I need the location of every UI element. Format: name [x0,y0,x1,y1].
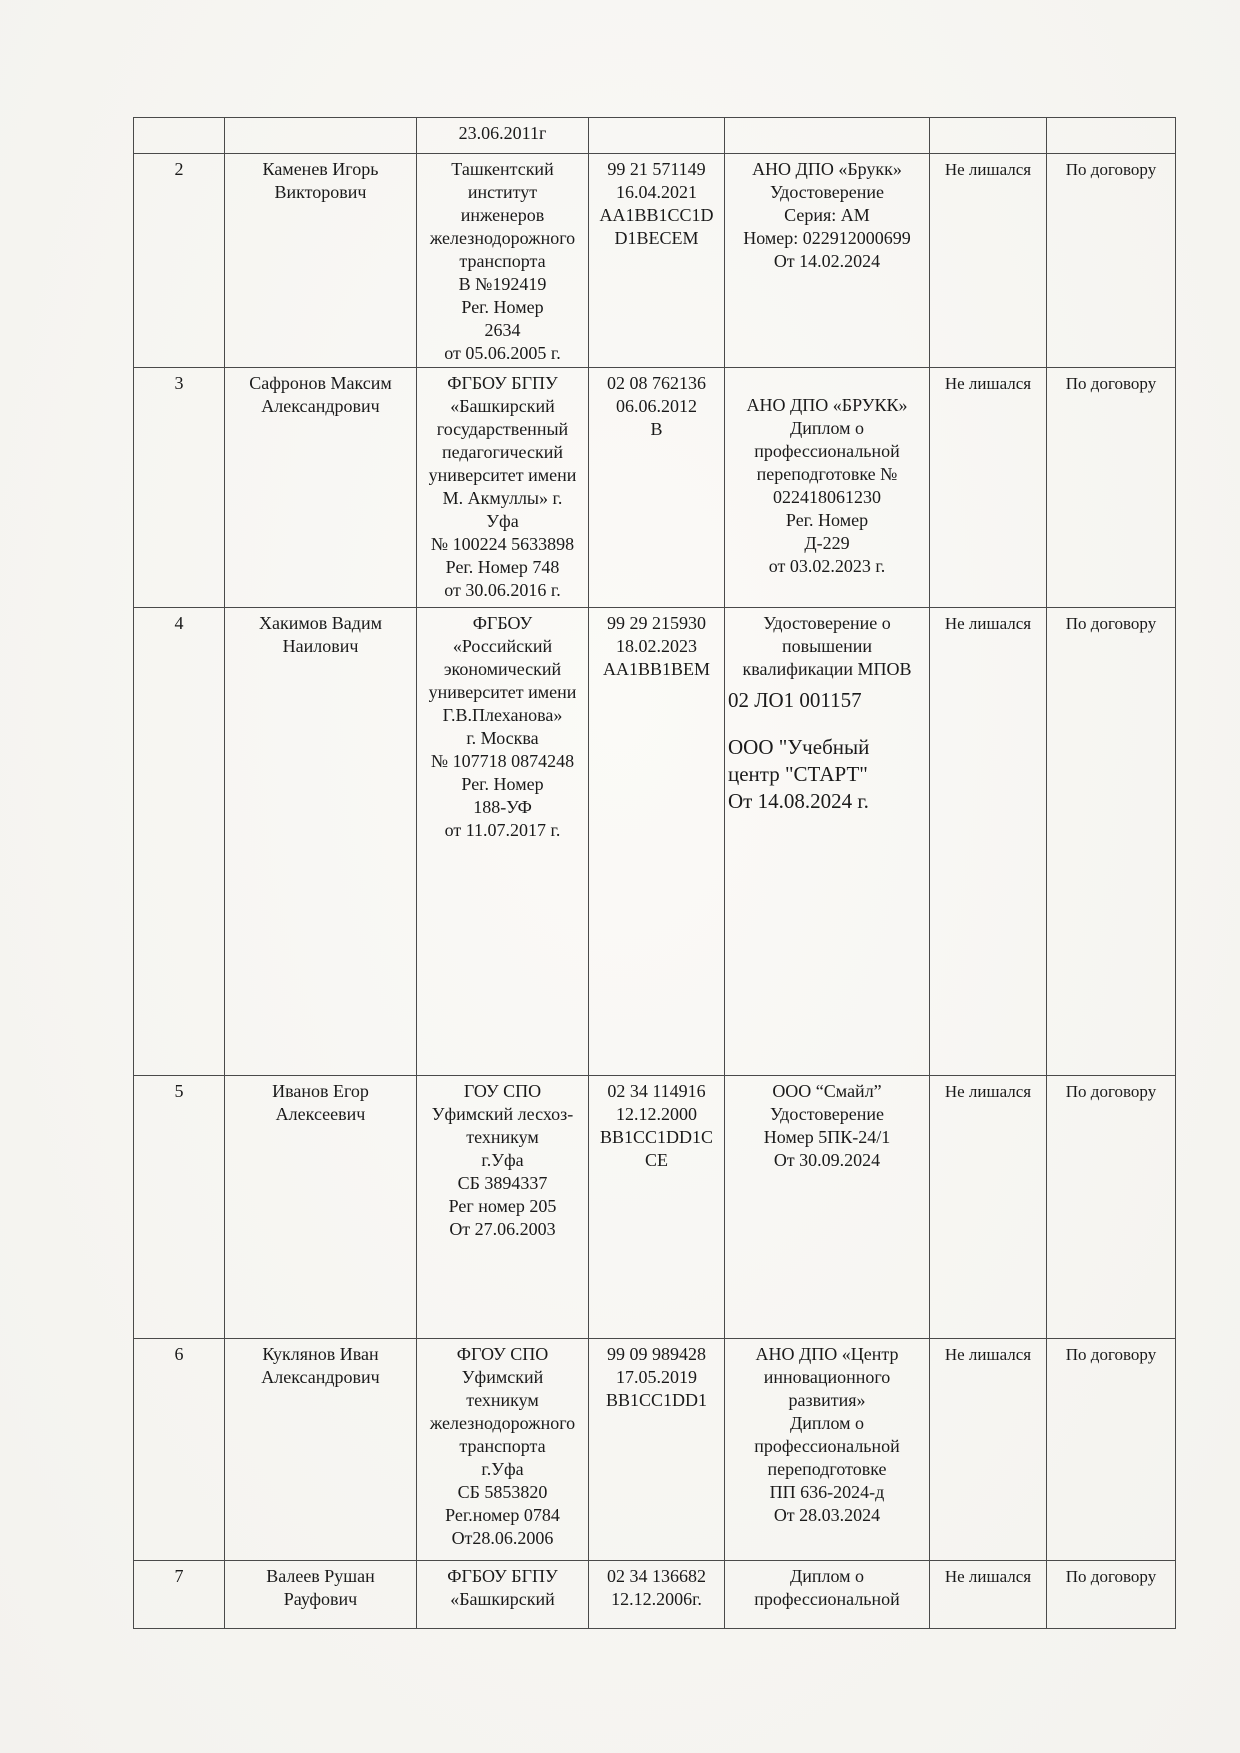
qualification-info: АНО ДПО «Центр инновационного развития» Диплом о профессиональной переподготовке ПП 636-2024-д От 28.03.2024 [725,1339,930,1561]
qualification-info: АНО ДПО «БРУКК» Диплом о профессиональной переподготовке № 022418061230 Рег. Номер Д-229 от 03.02.2023 г. [725,368,930,608]
deprivation-status: Не лишался [930,154,1047,368]
basis-cell [1047,118,1176,154]
passport-info: 99 21 571149 16.04.2021 AA1BB1CC1D D1BECEM [589,154,725,368]
qualification-cell [725,118,930,154]
qualification-info: Диплом о профессиональной [725,1561,930,1629]
employee-name: Хакимов Вадим Наилович [225,608,417,1076]
employment-basis: По договору [1047,368,1176,608]
employee-name: Иванов Егор Алексеевич [225,1076,417,1339]
training-center: ООО "Учебный центр "СТАРТ" От 14.08.2024 г. [728,735,870,813]
employee-name: Сафронов Максим Александрович [225,368,417,608]
deprivation-status: Не лишался [930,608,1047,1076]
number-cell [134,118,225,154]
education-info: ФГБОУ БГПУ «Башкирский государственный педагогический университет имени М. Акмуллы» г. Уфа № 100224 5633898 Рег. Номер 748 от 30.06.2016 г. [417,368,589,608]
employment-basis: По договору [1047,154,1176,368]
row-number: 5 [134,1076,225,1339]
employment-basis: По договору [1047,608,1176,1076]
deprivation-cell [930,118,1047,154]
deprivation-status: Не лишался [930,1339,1047,1561]
employee-name: Каменев Игорь Викторович [225,154,417,368]
table-row [134,608,1176,1076]
row-number: 7 [134,1561,225,1629]
row-number: 6 [134,1339,225,1561]
license-number: 02 ЛО1 001157 [728,688,862,712]
employee-name: Куклянов Иван Александрович [225,1339,417,1561]
row-number: 3 [134,368,225,608]
deprivation-status: Не лишался [930,1076,1047,1339]
education-cell: 23.06.2011г [417,118,589,154]
table-row [134,1561,1176,1629]
table-row [134,1339,1176,1561]
table-row [134,154,1176,368]
education-info: Ташкентский институт инженеров железнодорожного транспорта В №192419 Рег. Номер 2634 от 05.06.2005 г. [417,154,589,368]
employment-basis: По договору [1047,1561,1176,1629]
table-row [134,368,1176,608]
employee-name: Валеев Рушан Рауфович [225,1561,417,1629]
deprivation-status: Не лишался [930,368,1047,608]
staff-registry-table [133,117,1176,1629]
name-cell [225,118,417,154]
passport-info: 99 09 989428 17.05.2019 BB1CC1DD1 [589,1339,725,1561]
deprivation-status: Не лишался [930,1561,1047,1629]
education-info: ФГБОУ БГПУ «Башкирский [417,1561,589,1629]
qualification-info: ООО “Смайл” Удостоверение Номер 5ПК-24/1 От 30.09.2024 [725,1076,930,1339]
table-row-continuation [134,118,1176,154]
employment-basis: По договору [1047,1076,1176,1339]
passport-info: 02 34 114916 12.12.2000 BB1CC1DD1C CE [589,1076,725,1339]
employment-basis: По договору [1047,1339,1176,1561]
qualification-info: Удостоверение о повышении квалификации МПОВ 02 ЛО1 001157 ООО "Учебный центр "СТАРТ" От 14.08.2024 г. [725,608,930,1076]
passport-cell [589,118,725,154]
education-info: ФГБОУ «Российский экономический университет имени Г.В.Плеханова» г. Москва № 107718 0874248 Рег. Номер 188-УФ от 11.07.2017 г. [417,608,589,1076]
row-number: 4 [134,608,225,1076]
table-row [134,1076,1176,1339]
row-number: 2 [134,154,225,368]
education-info: ФГОУ СПО Уфимский техникум железнодорожного транспорта г.Уфа СБ 5853820 Рег.номер 0784 От28.06.2006 [417,1339,589,1561]
qualification-info: АНО ДПО «Брукк» Удостоверение Серия: АМ Номер: 022912000699 От 14.02.2024 [725,154,930,368]
passport-info: 99 29 215930 18.02.2023 AA1BB1BEM [589,608,725,1076]
passport-info: 02 08 762136 06.06.2012 B [589,368,725,608]
passport-info: 02 34 136682 12.12.2006г. [589,1561,725,1629]
education-info: ГОУ СПО Уфимский лесхоз- техникум г.Уфа СБ 3894337 Рег номер 205 От 27.06.2003 [417,1076,589,1339]
